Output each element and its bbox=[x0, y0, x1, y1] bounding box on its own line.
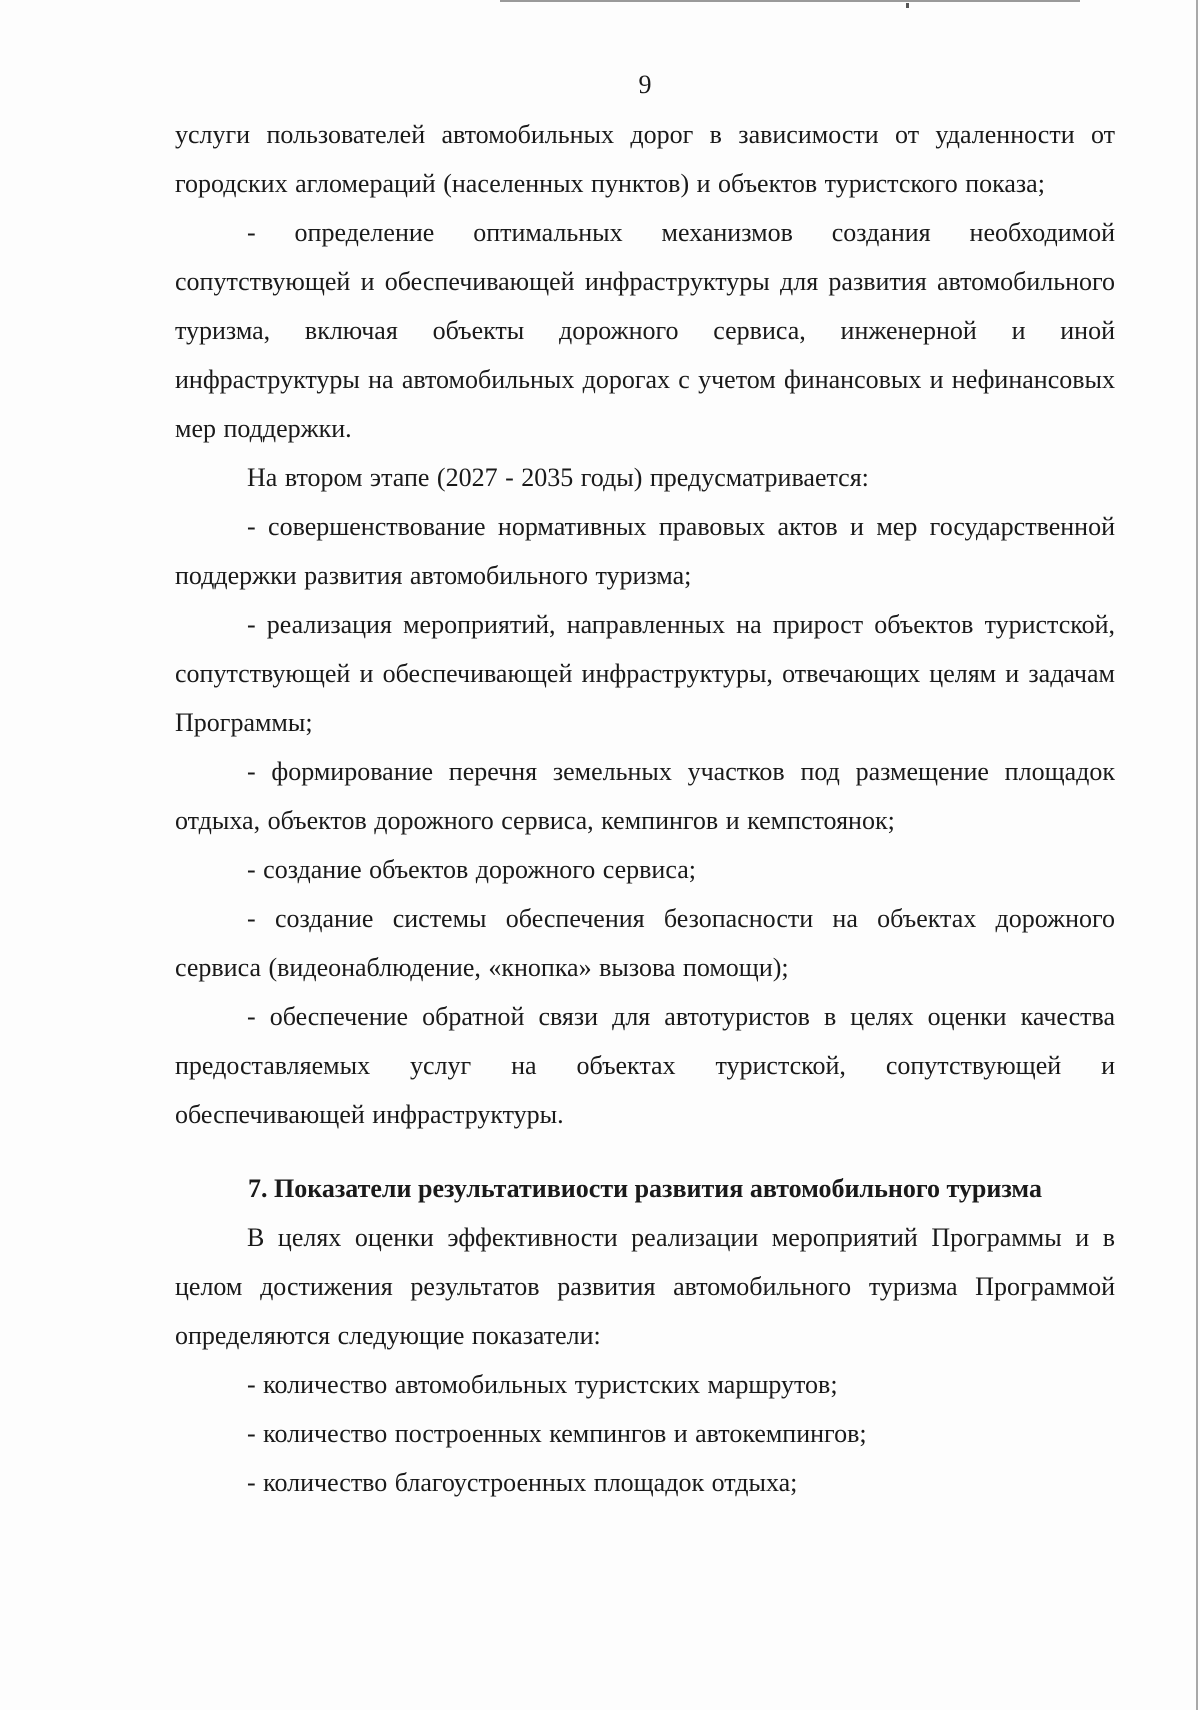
document-body bbox=[175, 110, 1115, 1507]
list-item-normative-acts: - совершенствование нормативных правовых актов и мер государственной поддержки развития автомобильного туризма; bbox=[175, 512, 1115, 590]
page-number: 9 bbox=[638, 70, 652, 99]
section-intro-paragraph: В целях оценки эффективности реализации мероприятий Программы и в целом достижения результатов развития автомобильного туризма Программой определяются следующие показатели: bbox=[175, 1223, 1115, 1350]
paragraph-second-stage: На втором этапе (2027 - 2035 годы) предусматривается: bbox=[247, 463, 869, 492]
list-item-land-plots: - формирование перечня земельных участков под размещение площадок отдыха, объектов дорожного сервиса, кемпингов и кемпстоянок; bbox=[175, 757, 1115, 835]
section-heading: 7. Показатели результативиости развития автомобильного туризма bbox=[248, 1174, 1042, 1203]
list-item-security-system: - создание системы обеспечения безопасности на объектах дорожного сервиса (видеонаблюдение, «кнопка» вызова помощи); bbox=[175, 904, 1115, 982]
scan-right-edge-line bbox=[1196, 0, 1198, 1710]
list-item-optimal-mechanisms: - определение оптимальных механизмов создания необходимой сопутствующей и обеспечивающей инфраструктуры для развития автомобильного туризма, включая объекты дорожного сервиса, инженерной и иной инфраструктуры на автомобильных дорогах с учетом финансовых и нефинансовых мер поддержки. bbox=[175, 218, 1115, 443]
scan-top-edge-line bbox=[500, 0, 1080, 2]
list-item-feedback: - обеспечение обратной связи для автотуристов в целях оценки качества предоставляемых услуг на объектах туристской, сопутствующей и обеспечивающей инфраструктуры. bbox=[175, 1002, 1115, 1129]
indicator-item: - количество построенных кемпингов и автокемпингов; bbox=[247, 1419, 867, 1448]
indicator-item: - количество автомобильных туристских маршрутов; bbox=[247, 1370, 838, 1399]
scan-mark bbox=[906, 3, 909, 8]
indicator-item: - количество благоустроенных площадок отдыха; bbox=[247, 1468, 798, 1497]
paragraph-continuation: услуги пользователей автомобильных дорог в зависимости от удаленности от городских агломераций (населенных пунктов) и объектов туристского показа; bbox=[175, 120, 1115, 198]
list-item-road-service-objects: - создание объектов дорожного сервиса; bbox=[247, 855, 696, 884]
list-item-infrastructure-growth: - реализация мероприятий, направленных на прирост объектов туристской, сопутствующей и обеспечивающей инфраструктуры, отвечающих целям и задачам Программы; bbox=[175, 610, 1115, 737]
